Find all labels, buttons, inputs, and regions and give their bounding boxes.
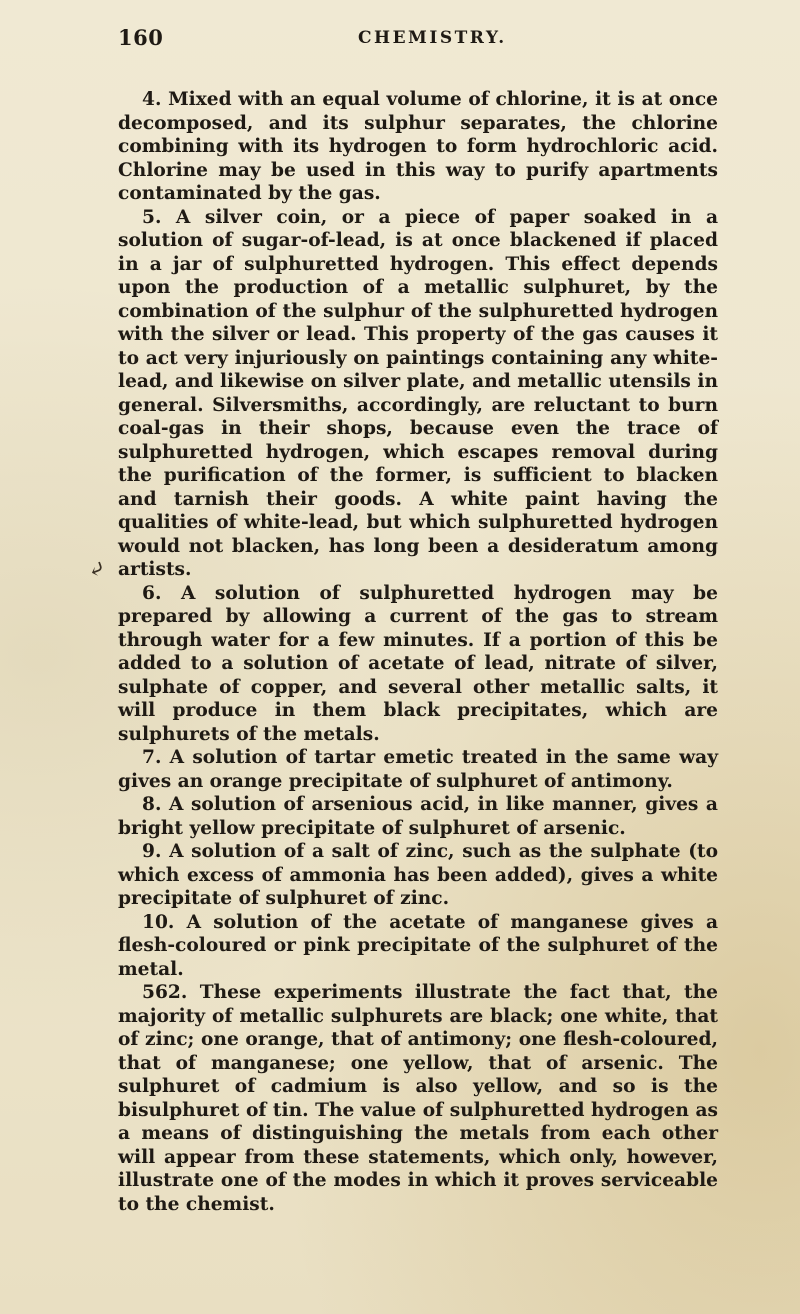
paragraph-10: 10. A solution of the acetate of manganese gives a flesh-coloured or pink precipitate of the sulphuret of the metal. (118, 911, 718, 980)
paragraph-5: 5. A silver coin, or a piece of paper soaked in a solution of sugar-of-lead, is at once blackened if placed in a jar of sulphuretted hydrogen. This effect depends upon the production of a metallic sulphuret, by the combination of the sulphur of the sulphuretted hydrogen with the silver or lead. This property of the gas causes it to act very injuriously on paintings containing any white-lead, and likewise on silver plate, and metallic utensils in general. Silversmiths, accordingly, are reluctant to burn coal-gas in their shops, because even the trace of sulphuretted hydrogen, which escapes removal during the purification of the former, is sufficient to blacken and tarnish their goods. A white paint having the qualities of white-lead, but which sulphuretted hydrogen would not blacken, has long been a desideratum among artists. (118, 206, 718, 580)
running-head (118, 25, 718, 59)
paragraph-7: 7. A solution of tartar emetic treated in the same way gives an orange precipitate of sulphuret of antimony. (118, 747, 718, 792)
body-text (118, 88, 718, 1216)
paragraph-6: 6. A solution of sulphuretted hydrogen may be prepared by allowing a current of the gas to stream through water for a few minutes. If a portion of this be added to a solution of acetate of lead, nitrate of silver, sulphate of copper, and several other metallic salts, it will produce in them black precipitates, which are sulphurets of the metals. (118, 582, 718, 745)
running-title: CHEMISTRY. (358, 28, 507, 48)
paragraph-8: 8. A solution of arsenious acid, in like manner, gives a bright yellow precipitate of sulphuret of arsenic. (118, 794, 718, 839)
paragraph-562: 562. These experiments illustrate the fact that, the majority of metallic sulphurets are black; one white, that of zinc; one orange, that of antimony; one flesh-coloured, that of manganese; one yellow, that of arsenic. The sulphuret of cadmium is also yellow, and so is the bisulphuret of tin. The value of sulphuretted hydrogen as a means of distinguishing the metals from each other will appear from these statements, which only, however, illustrate one of the modes in which it proves serviceable to the chemist. (118, 982, 718, 1215)
page-number: 160 (118, 25, 164, 50)
paragraph-4: 4. Mixed with an equal volume of chlorine, it is at once decomposed, and its sulphur separates, the chlorine combining with its hydrogen to form hydrochloric acid. Chlorine may be used in this way to purify apartments contaminated by the gas. (118, 89, 718, 204)
margin-mark-icon: ⤶ (84, 555, 111, 586)
paragraph-9: 9. A solution of a salt of zinc, such as the sulphate (to which excess of ammonia has been added), gives a white precipitate of sulphuret of zinc. (118, 841, 718, 909)
